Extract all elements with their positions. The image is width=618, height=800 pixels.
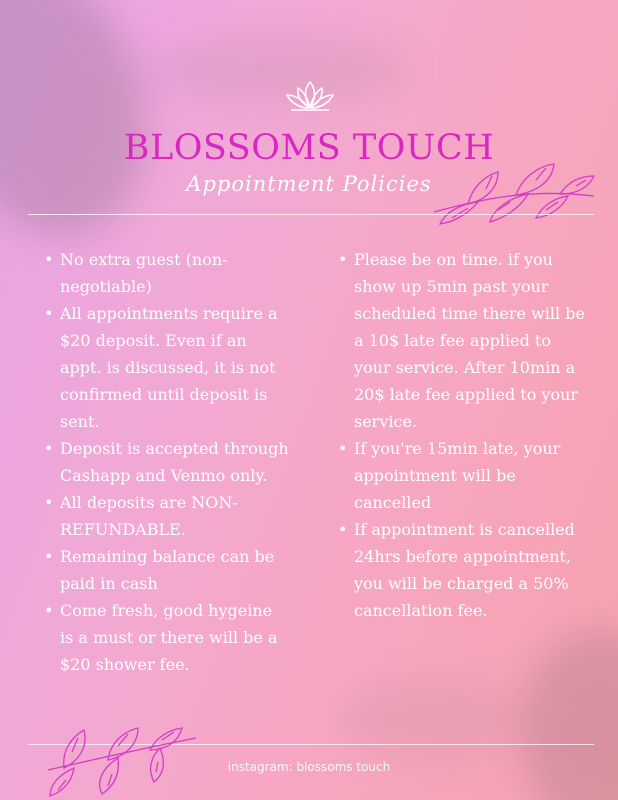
list-item: • Remaining balance can be paid in cash	[44, 547, 275, 593]
list-item: • All deposits are NON-REFUNDABLE.	[44, 493, 238, 539]
policy-text: Please be on time. if you show up 5min past your scheduled time there will be a 10$ late fee applied to your service. After 10min a 20$ late fee applied to your service.	[354, 250, 585, 431]
policy-list-right	[334, 246, 586, 624]
brand-title: BLOSSOMS TOUCH	[123, 128, 495, 168]
policy-text: If you're 15min late, your appointment will be cancelled	[354, 439, 561, 512]
list-item: • Please be on time. if you show up 5min past your scheduled time there will be a 10$ late fee applied to your service. After 10min a 20$ late fee applied to your service.	[338, 250, 585, 431]
list-item: • If appointment is cancelled 24hrs before appointment, you will be charged a 50% cancellation fee.	[338, 520, 575, 620]
list-item: • Come fresh, good hygeine is a must or there will be a $20 shower fee.	[44, 601, 278, 674]
policy-text: All deposits are NON-REFUNDABLE.	[60, 493, 238, 539]
list-item: • All appointments require a $20 deposit. Even if an appt. is discussed, it is not confirmed until deposit is sent.	[44, 304, 278, 431]
page-subtitle: Appointment Policies	[186, 172, 432, 196]
policy-text: All appointments require a $20 deposit. Even if an appt. is discussed, it is not confirmed until deposit is sent.	[60, 304, 278, 431]
list-item: • Deposit is accepted through Cashapp and Venmo only.	[44, 439, 289, 485]
policy-text: Remaining balance can be paid in cash	[60, 547, 275, 593]
leaf-sprig-icon	[428, 152, 598, 234]
list-item: • If you're 15min late, your appointment will be cancelled	[338, 439, 561, 512]
leaf-shadow	[520, 630, 618, 800]
policy-text: Deposit is accepted through Cashapp and Venmo only.	[60, 439, 289, 485]
policy-text: If appointment is cancelled 24hrs before appointment, you will be charged a 50% cancellation fee.	[354, 520, 575, 620]
divider	[28, 214, 594, 215]
leaf-shadow	[150, 40, 410, 100]
instagram-handle: instagram: blossoms touch	[227, 760, 391, 774]
leaf-shadow	[340, 680, 520, 760]
policy-text: Come fresh, good hygeine is a must or there will be a $20 shower fee.	[60, 601, 278, 674]
lotus-icon	[285, 79, 335, 113]
list-item: • No extra guest (non-negotiable)	[44, 250, 228, 296]
policy-text: No extra guest (non-negotiable)	[60, 250, 228, 296]
policy-list-left	[40, 246, 290, 678]
